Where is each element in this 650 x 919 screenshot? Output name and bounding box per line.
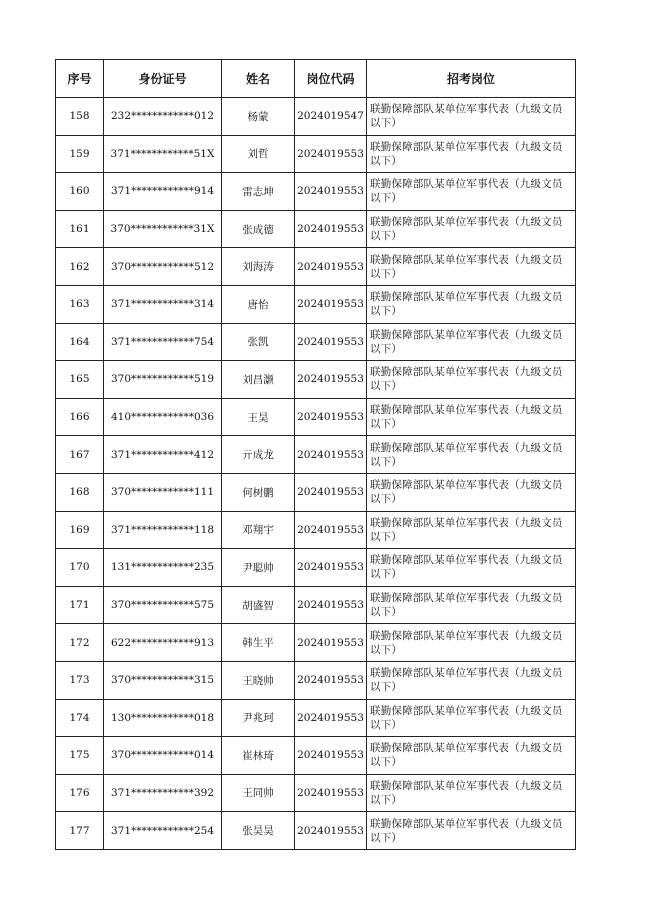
- cell-serial-no: 167: [56, 436, 104, 474]
- cell-id-number: 371************254: [104, 812, 222, 850]
- table-row: [56, 135, 576, 173]
- cell-serial-no: 166: [56, 398, 104, 436]
- cell-post-code: 2024019553: [295, 285, 367, 323]
- cell-post: 联勤保障部队某单位军事代表（九级文员以下）: [367, 473, 576, 511]
- cell-id-number: 371************754: [104, 323, 222, 361]
- table-row: [56, 699, 576, 737]
- cell-serial-no: 169: [56, 511, 104, 549]
- cell-id-number: 371************412: [104, 436, 222, 474]
- cell-post: 联勤保障部队某单位军事代表（九级文员以下）: [367, 586, 576, 624]
- table-row: [56, 173, 576, 211]
- cell-post: 联勤保障部队某单位军事代表（九级文员以下）: [367, 549, 576, 587]
- cell-post: 联勤保障部队某单位军事代表（九级文员以下）: [367, 661, 576, 699]
- cell-name: 刘海涛: [222, 248, 295, 286]
- table-row: [56, 398, 576, 436]
- cell-name: 刘哲: [222, 135, 295, 173]
- cell-name: 崔林琦: [222, 737, 295, 775]
- cell-post-code: 2024019553: [295, 624, 367, 662]
- cell-name: 张昊昊: [222, 812, 295, 850]
- table-body: [56, 98, 576, 850]
- cell-serial-no: 163: [56, 285, 104, 323]
- cell-post-code: 2024019553: [295, 398, 367, 436]
- cell-id-number: 131************235: [104, 549, 222, 587]
- table-row: [56, 661, 576, 699]
- cell-serial-no: 176: [56, 774, 104, 812]
- cell-name: 王同帅: [222, 774, 295, 812]
- cell-serial-no: 168: [56, 473, 104, 511]
- cell-serial-no: 159: [56, 135, 104, 173]
- cell-post-code: 2024019553: [295, 173, 367, 211]
- cell-serial-no: 173: [56, 661, 104, 699]
- cell-post: 联勤保障部队某单位军事代表（九级文员以下）: [367, 210, 576, 248]
- table-row: [56, 737, 576, 775]
- cell-serial-no: 158: [56, 98, 104, 136]
- candidate-table: [55, 59, 576, 850]
- cell-post: 联勤保障部队某单位军事代表（九级文员以下）: [367, 98, 576, 136]
- table-row: [56, 323, 576, 361]
- cell-serial-no: 160: [56, 173, 104, 211]
- table-row: [56, 812, 576, 850]
- cell-post-code: 2024019553: [295, 135, 367, 173]
- cell-name: 雷志坤: [222, 173, 295, 211]
- cell-serial-no: 162: [56, 248, 104, 286]
- cell-id-number: 370************111: [104, 473, 222, 511]
- cell-name: 尹兆珂: [222, 699, 295, 737]
- cell-id-number: 371************51X: [104, 135, 222, 173]
- cell-post: 联勤保障部队某单位军事代表（九级文员以下）: [367, 624, 576, 662]
- cell-post: 联勤保障部队某单位军事代表（九级文员以下）: [367, 699, 576, 737]
- table-row: [56, 361, 576, 399]
- header-id-number: 身份证号: [104, 60, 222, 98]
- cell-post: 联勤保障部队某单位军事代表（九级文员以下）: [367, 135, 576, 173]
- cell-post-code: 2024019553: [295, 361, 367, 399]
- cell-id-number: 371************314: [104, 285, 222, 323]
- cell-serial-no: 171: [56, 586, 104, 624]
- cell-id-number: 370************014: [104, 737, 222, 775]
- header-serial-no: 序号: [56, 60, 104, 98]
- cell-post: 联勤保障部队某单位军事代表（九级文员以下）: [367, 173, 576, 211]
- table-row: [56, 473, 576, 511]
- cell-post-code: 2024019553: [295, 812, 367, 850]
- cell-id-number: 370************315: [104, 661, 222, 699]
- cell-serial-no: 170: [56, 549, 104, 587]
- cell-serial-no: 161: [56, 210, 104, 248]
- cell-post: 联勤保障部队某单位军事代表（九级文员以下）: [367, 361, 576, 399]
- cell-post: 联勤保障部队某单位军事代表（九级文员以下）: [367, 398, 576, 436]
- table-row: [56, 774, 576, 812]
- table-row: [56, 549, 576, 587]
- cell-name: 刘昌灏: [222, 361, 295, 399]
- cell-serial-no: 174: [56, 699, 104, 737]
- cell-post-code: 2024019553: [295, 248, 367, 286]
- cell-name: 亓成龙: [222, 436, 295, 474]
- table-row: [56, 511, 576, 549]
- cell-id-number: 370************519: [104, 361, 222, 399]
- cell-post-code: 2024019553: [295, 661, 367, 699]
- cell-post: 联勤保障部队某单位军事代表（九级文员以下）: [367, 248, 576, 286]
- table-row: [56, 210, 576, 248]
- cell-name: 邓翔宇: [222, 511, 295, 549]
- cell-post: 联勤保障部队某单位军事代表（九级文员以下）: [367, 323, 576, 361]
- cell-name: 王晓帅: [222, 661, 295, 699]
- cell-name: 张凯: [222, 323, 295, 361]
- cell-name: 胡盛智: [222, 586, 295, 624]
- cell-post-code: 2024019553: [295, 210, 367, 248]
- cell-name: 王昊: [222, 398, 295, 436]
- cell-post-code: 2024019553: [295, 323, 367, 361]
- cell-serial-no: 177: [56, 812, 104, 850]
- table-row: [56, 436, 576, 474]
- cell-post-code: 2024019553: [295, 699, 367, 737]
- table-row: [56, 98, 576, 136]
- cell-id-number: 371************914: [104, 173, 222, 211]
- cell-id-number: 130************018: [104, 699, 222, 737]
- cell-id-number: 232************012: [104, 98, 222, 136]
- table-header-row: [56, 60, 576, 98]
- cell-post: 联勤保障部队某单位军事代表（九级文员以下）: [367, 511, 576, 549]
- header-name: 姓名: [222, 60, 295, 98]
- table-row: [56, 624, 576, 662]
- cell-name: 杨蒙: [222, 98, 295, 136]
- cell-name: 唐怡: [222, 285, 295, 323]
- cell-name: 尹聪帅: [222, 549, 295, 587]
- cell-post-code: 2024019547: [295, 98, 367, 136]
- cell-post-code: 2024019553: [295, 737, 367, 775]
- cell-id-number: 371************392: [104, 774, 222, 812]
- cell-post-code: 2024019553: [295, 549, 367, 587]
- header-post-code: 岗位代码: [295, 60, 367, 98]
- table-row: [56, 586, 576, 624]
- cell-post: 联勤保障部队某单位军事代表（九级文员以下）: [367, 774, 576, 812]
- cell-id-number: 371************118: [104, 511, 222, 549]
- cell-serial-no: 175: [56, 737, 104, 775]
- cell-name: 韩生平: [222, 624, 295, 662]
- cell-post: 联勤保障部队某单位军事代表（九级文员以下）: [367, 436, 576, 474]
- cell-post: 联勤保障部队某单位军事代表（九级文员以下）: [367, 812, 576, 850]
- cell-serial-no: 172: [56, 624, 104, 662]
- cell-id-number: 370************31X: [104, 210, 222, 248]
- cell-serial-no: 164: [56, 323, 104, 361]
- table-row: [56, 248, 576, 286]
- cell-id-number: 370************512: [104, 248, 222, 286]
- cell-name: 何树鹏: [222, 473, 295, 511]
- cell-post: 联勤保障部队某单位军事代表（九级文员以下）: [367, 737, 576, 775]
- cell-post-code: 2024019553: [295, 473, 367, 511]
- cell-id-number: 370************575: [104, 586, 222, 624]
- cell-post-code: 2024019553: [295, 436, 367, 474]
- cell-serial-no: 165: [56, 361, 104, 399]
- cell-id-number: 410************036: [104, 398, 222, 436]
- table-row: [56, 285, 576, 323]
- cell-post-code: 2024019553: [295, 511, 367, 549]
- cell-post-code: 2024019553: [295, 774, 367, 812]
- cell-id-number: 622************913: [104, 624, 222, 662]
- cell-name: 张成德: [222, 210, 295, 248]
- cell-post-code: 2024019553: [295, 586, 367, 624]
- header-post: 招考岗位: [367, 60, 576, 98]
- cell-post: 联勤保障部队某单位军事代表（九级文员以下）: [367, 285, 576, 323]
